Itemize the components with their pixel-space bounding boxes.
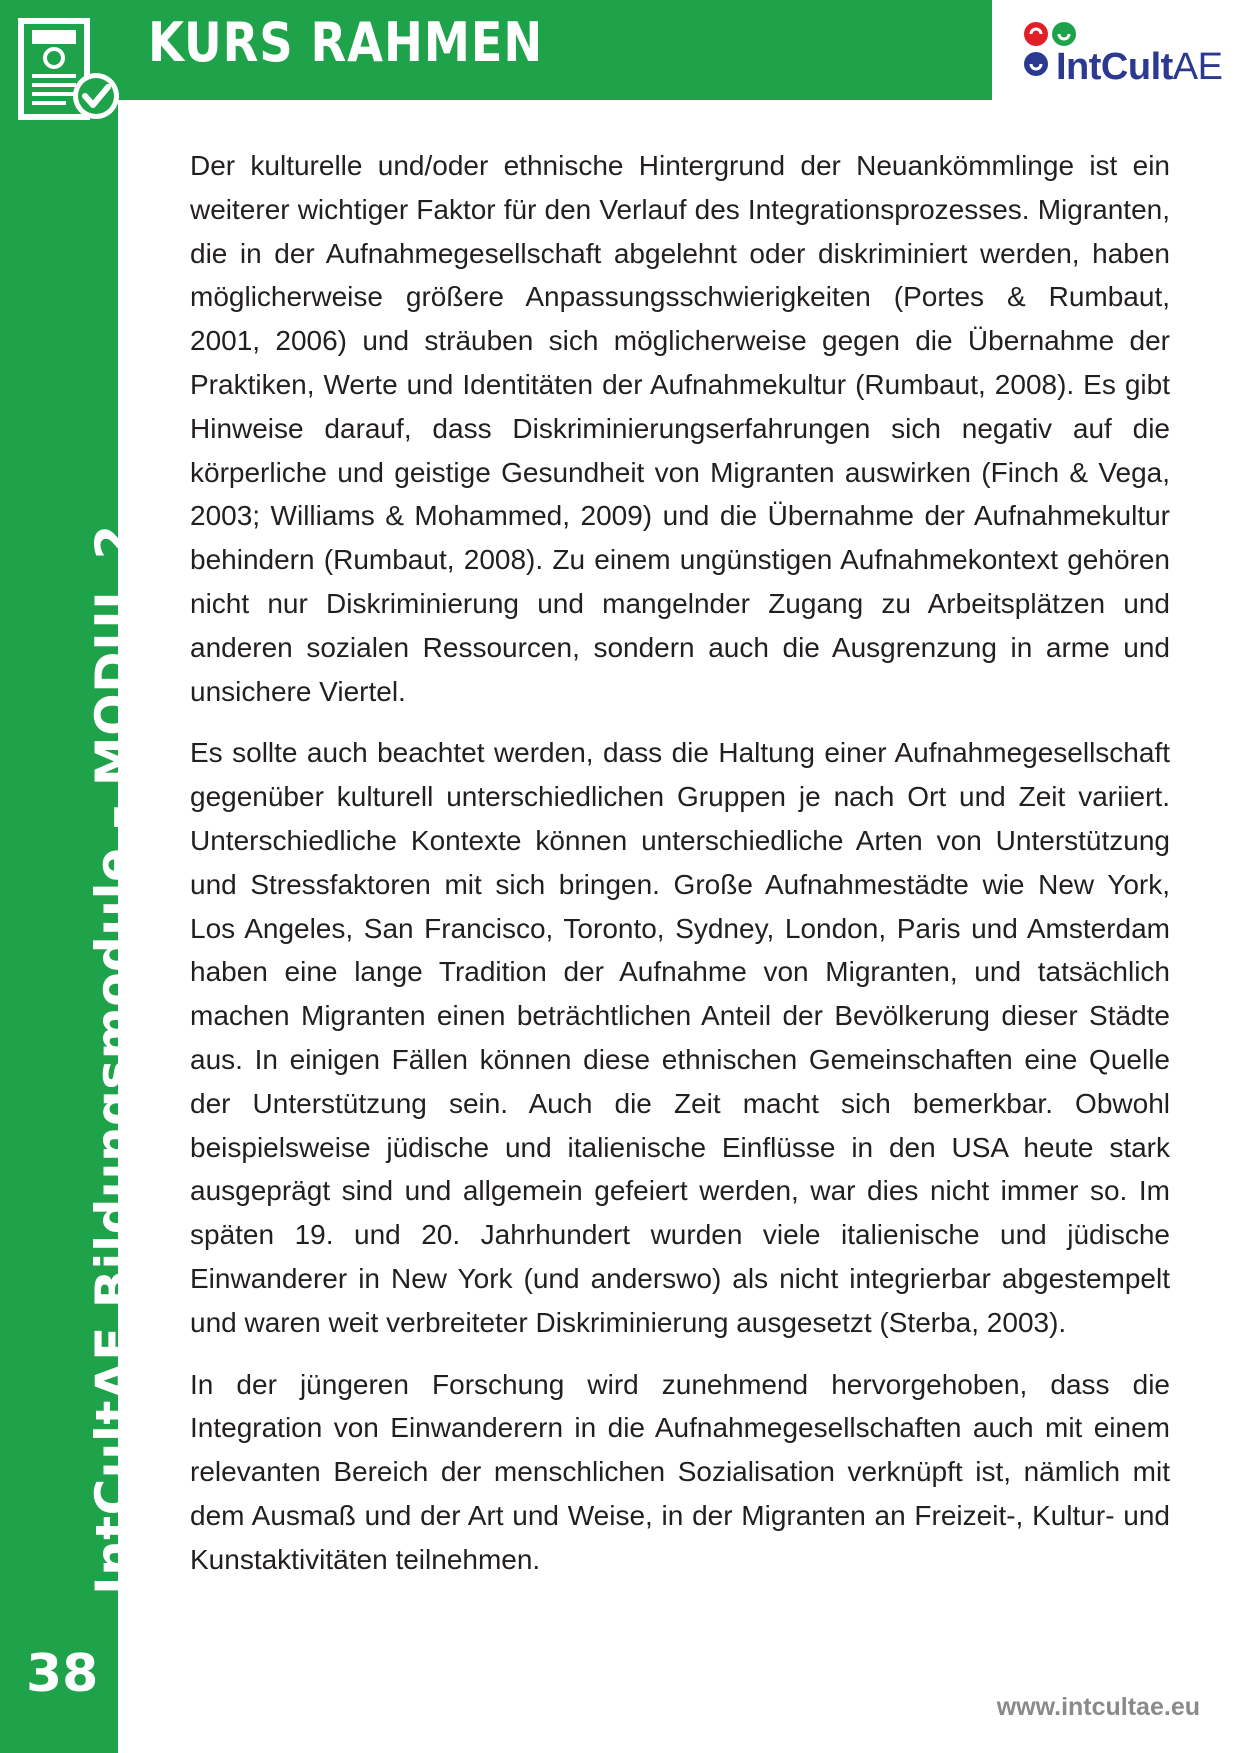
sidebar-vertical-title: IntCultAE Bildungsmodule – MODUL 2 [85,524,143,1595]
intcultae-logo [1022,20,1223,90]
logo-green-circle-icon [1052,22,1076,46]
paragraph: In der jüngeren Forschung wird zunehmend hervorgehoben, dass die Integration von Einwanderern in die Aufnahmegesellschaften auch mit einem relevanten Bereich der menschlichen Sozialisation verknüpft ist, nämlich mit dem Ausmaß und der Art und Weise, in der Migranten an Freizeit-, Kultur- und Kunstaktivitäten teilnehmen. [190,1368,1170,1575]
paragraph: Der kulturelle und/oder ethnische Hintergrund der Neuankömmlinge ist ein weiterer wichtiger Faktor für den Verlauf des Integrationsprozesses. Migranten, die in der Aufnahmegesellschaft abgelehnt oder diskriminiert werden, haben möglicherweise größere Anpassungsschwierigkeiten (Portes & Rumbaut, 2001, 2006) und sträuben sich möglicherweise gegen die Übernahme der Praktiken, Werte und Identitäten der Aufnahmekultur (Rumbaut, 2008). Es gibt Hinweise darauf, dass Diskriminierungserfahrungen sich negativ auf die körperliche und geistige Gesundheit von Migranten auswirken (Finch & Vega, 2003; Williams & Mohammed, 2009) und die Übernahme der Aufnahmekultur behindern (Rumbaut, 2008). Zu einem ungünstigen Aufnahmekontext gehören nicht nur Diskriminierung und mangelnder Zugang zu Arbeitsplätzen und anderen sozialen Ressourcen, sondern auch die Ausgrenzung in arme und unsichere Viertel. [190,150,1170,707]
page-title: KURS RAHMEN [148,11,544,74]
footer-url[interactable]: www.intcultae.eu [996,1693,1200,1721]
header-bar [118,0,992,100]
logo-blue-circle-icon [1024,52,1048,76]
logo-wordmark: IntCultAE [1056,46,1223,88]
paragraph: Es sollte auch beachtet werden, dass die Haltung einer Aufnahmegesellschaft gegenüber kulturell unterschiedlichen Gruppen je nach Ort und Zeit variiert. Unterschiedliche Kontexte können unterschiedliche Arten von Unterstützung und Stressfaktoren mit sich bringen. Große Aufnahmestädte wie New York, Los Angeles, San Francisco, Toronto, Sydney, London, Paris und Amsterdam haben eine lange Tradition der Aufnahme von Migranten, und tatsächlich machen Migranten einen beträchtlichen Anteil der Bevölkerung dieser Städte aus. In einigen Fällen können diese ethnischen Gemeinschaften eine Quelle der Unterstützung sein. Auch die Zeit macht sich bemerkbar. Obwohl beispielsweise jüdische und italienische Einflüsse in den USA heute stark ausgeprägt sind und allgemein gefeiert werden, war dies nicht immer so. Im späten 19. und 20. Jahrhundert wurden viele italienische und jüdische Einwanderer in New York (und anderswo) als nicht integrierbar abgestempelt und waren weit verbreiteter Diskriminierung ausgesetzt (Sterba, 2003). [190,737,1170,1338]
checklist-document-icon [18,18,122,126]
page-number: 38 [26,1644,99,1704]
main-content [190,144,1170,1600]
logo-red-circle-icon [1024,22,1048,46]
